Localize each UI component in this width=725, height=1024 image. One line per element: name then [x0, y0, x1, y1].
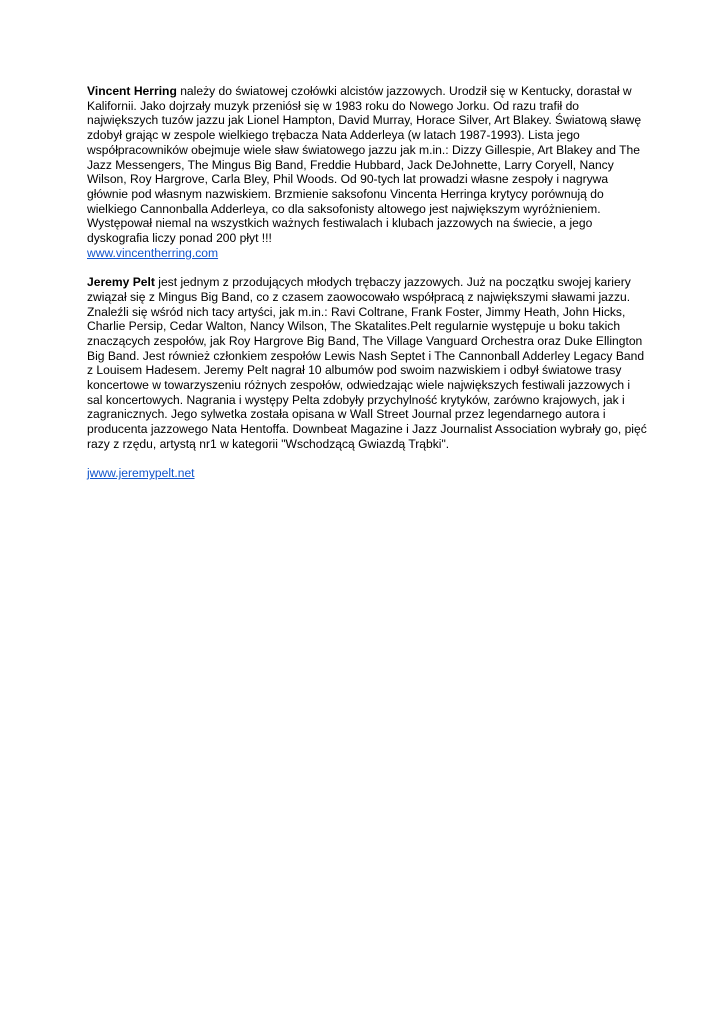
- link-vincentherring[interactable]: www.vincentherring.com: [87, 245, 219, 260]
- bio-text-vincent-herring: należy do światowej czołówki alcistów jazzowych. Urodził się w Kentucky, dorastał w Kalifornii. Jako dojrzały muzyk przeniósł się w 1983 roku do Nowego Jorku. Od razu trafił do największych tuzów jazzu jak Lionel Hampton, David Murray, Horace Silver, Art Blakey. Światową sławę zdobył grając w zespole wielkiego trębacza Nata Adderleya (w latach 1987-1993). Lista jego współpracowników obejmuje wiele sław światowego jazzu jak m.in.: Dizzy Gillespie, Art Blakey and The Jazz Messengers, The Mingus Big Band, Freddie Hubbard, Jack DeJohnette, Larry Coryell, Nancy Wilson, Roy Hargrove, Carla Bley, Phil Woods. Od 90-tych lat prowadzi własne zespoły i nagrywa głównie pod własnym nazwiskiem. Brzmienie saksofonu Vincenta Herringa krytycy porównują do wielkiego Cannonballa Adderleya, co dla saksofonisty altowego jest największym wyróżnieniem. Występował niemal na wszystkich ważnych festiwalach i klubach jazzowych na świecie, a jego dyskografia liczy ponad 200 płyt !!!: [87, 84, 642, 246]
- document-body: [87, 84, 647, 481]
- bio-jeremy-pelt: [87, 275, 647, 451]
- bio-name-jeremy-pelt: Jeremy Pelt: [87, 275, 155, 290]
- paragraph-spacer: [87, 260, 647, 275]
- bio-name-vincent-herring: Vincent Herring: [87, 84, 177, 98]
- paragraph-spacer: [87, 452, 647, 467]
- bio-text-jeremy-pelt: jest jednym z przodujących młodych trębaczy jazzowych. Już na początku swojej kariery związał się z Mingus Big Band, co z czasem zaowocowało współpracą z największymi sławami jazzu. Znaleźli się wśród nich tacy artyści, jak m.in.: Ravi Coltrane, Frank Foster, Jimmy Heath, John Hicks, Charlie Persip, Cedar Walton, Nancy Wilson, The Skatalites.Pelt regularnie występuje u boku takich znaczących zespołów, jak Roy Hargrove Big Band, The Village Vanguard Orchestra oraz Duke Ellington Big Band. Jest również członkiem zespołów Lewis Nash Septet i The Cannonball Adderley Legacy Band z Louisem Hadesem. Jeremy Pelt nagrał 10 albumów pod swoim nazwiskiem i odbył światowe trasy koncertowe w towarzyszeniu różnych zespołów, odwiedzając wiele największych festiwali jazzowych i sal koncertowych. Nagrania i występy Pelta zdobyły przychylność krytyków, zarówno krajowych, jak i zagranicznych. Jego sylwetka została opisana w Wall Street Journal przez legendarnego autora i producenta jazzowego Nata Hentoffa. Downbeat Magazine i Jazz Journalist Association wybrały go, pięć razy z rzędu, artystą nr1 w kategorii "Wschodzącą Gwiazdą Trąbki".: [87, 275, 647, 451]
- link-jeremypelt[interactable]: jwww.jeremypelt.net: [87, 466, 195, 481]
- bio-vincent-herring: [87, 84, 647, 260]
